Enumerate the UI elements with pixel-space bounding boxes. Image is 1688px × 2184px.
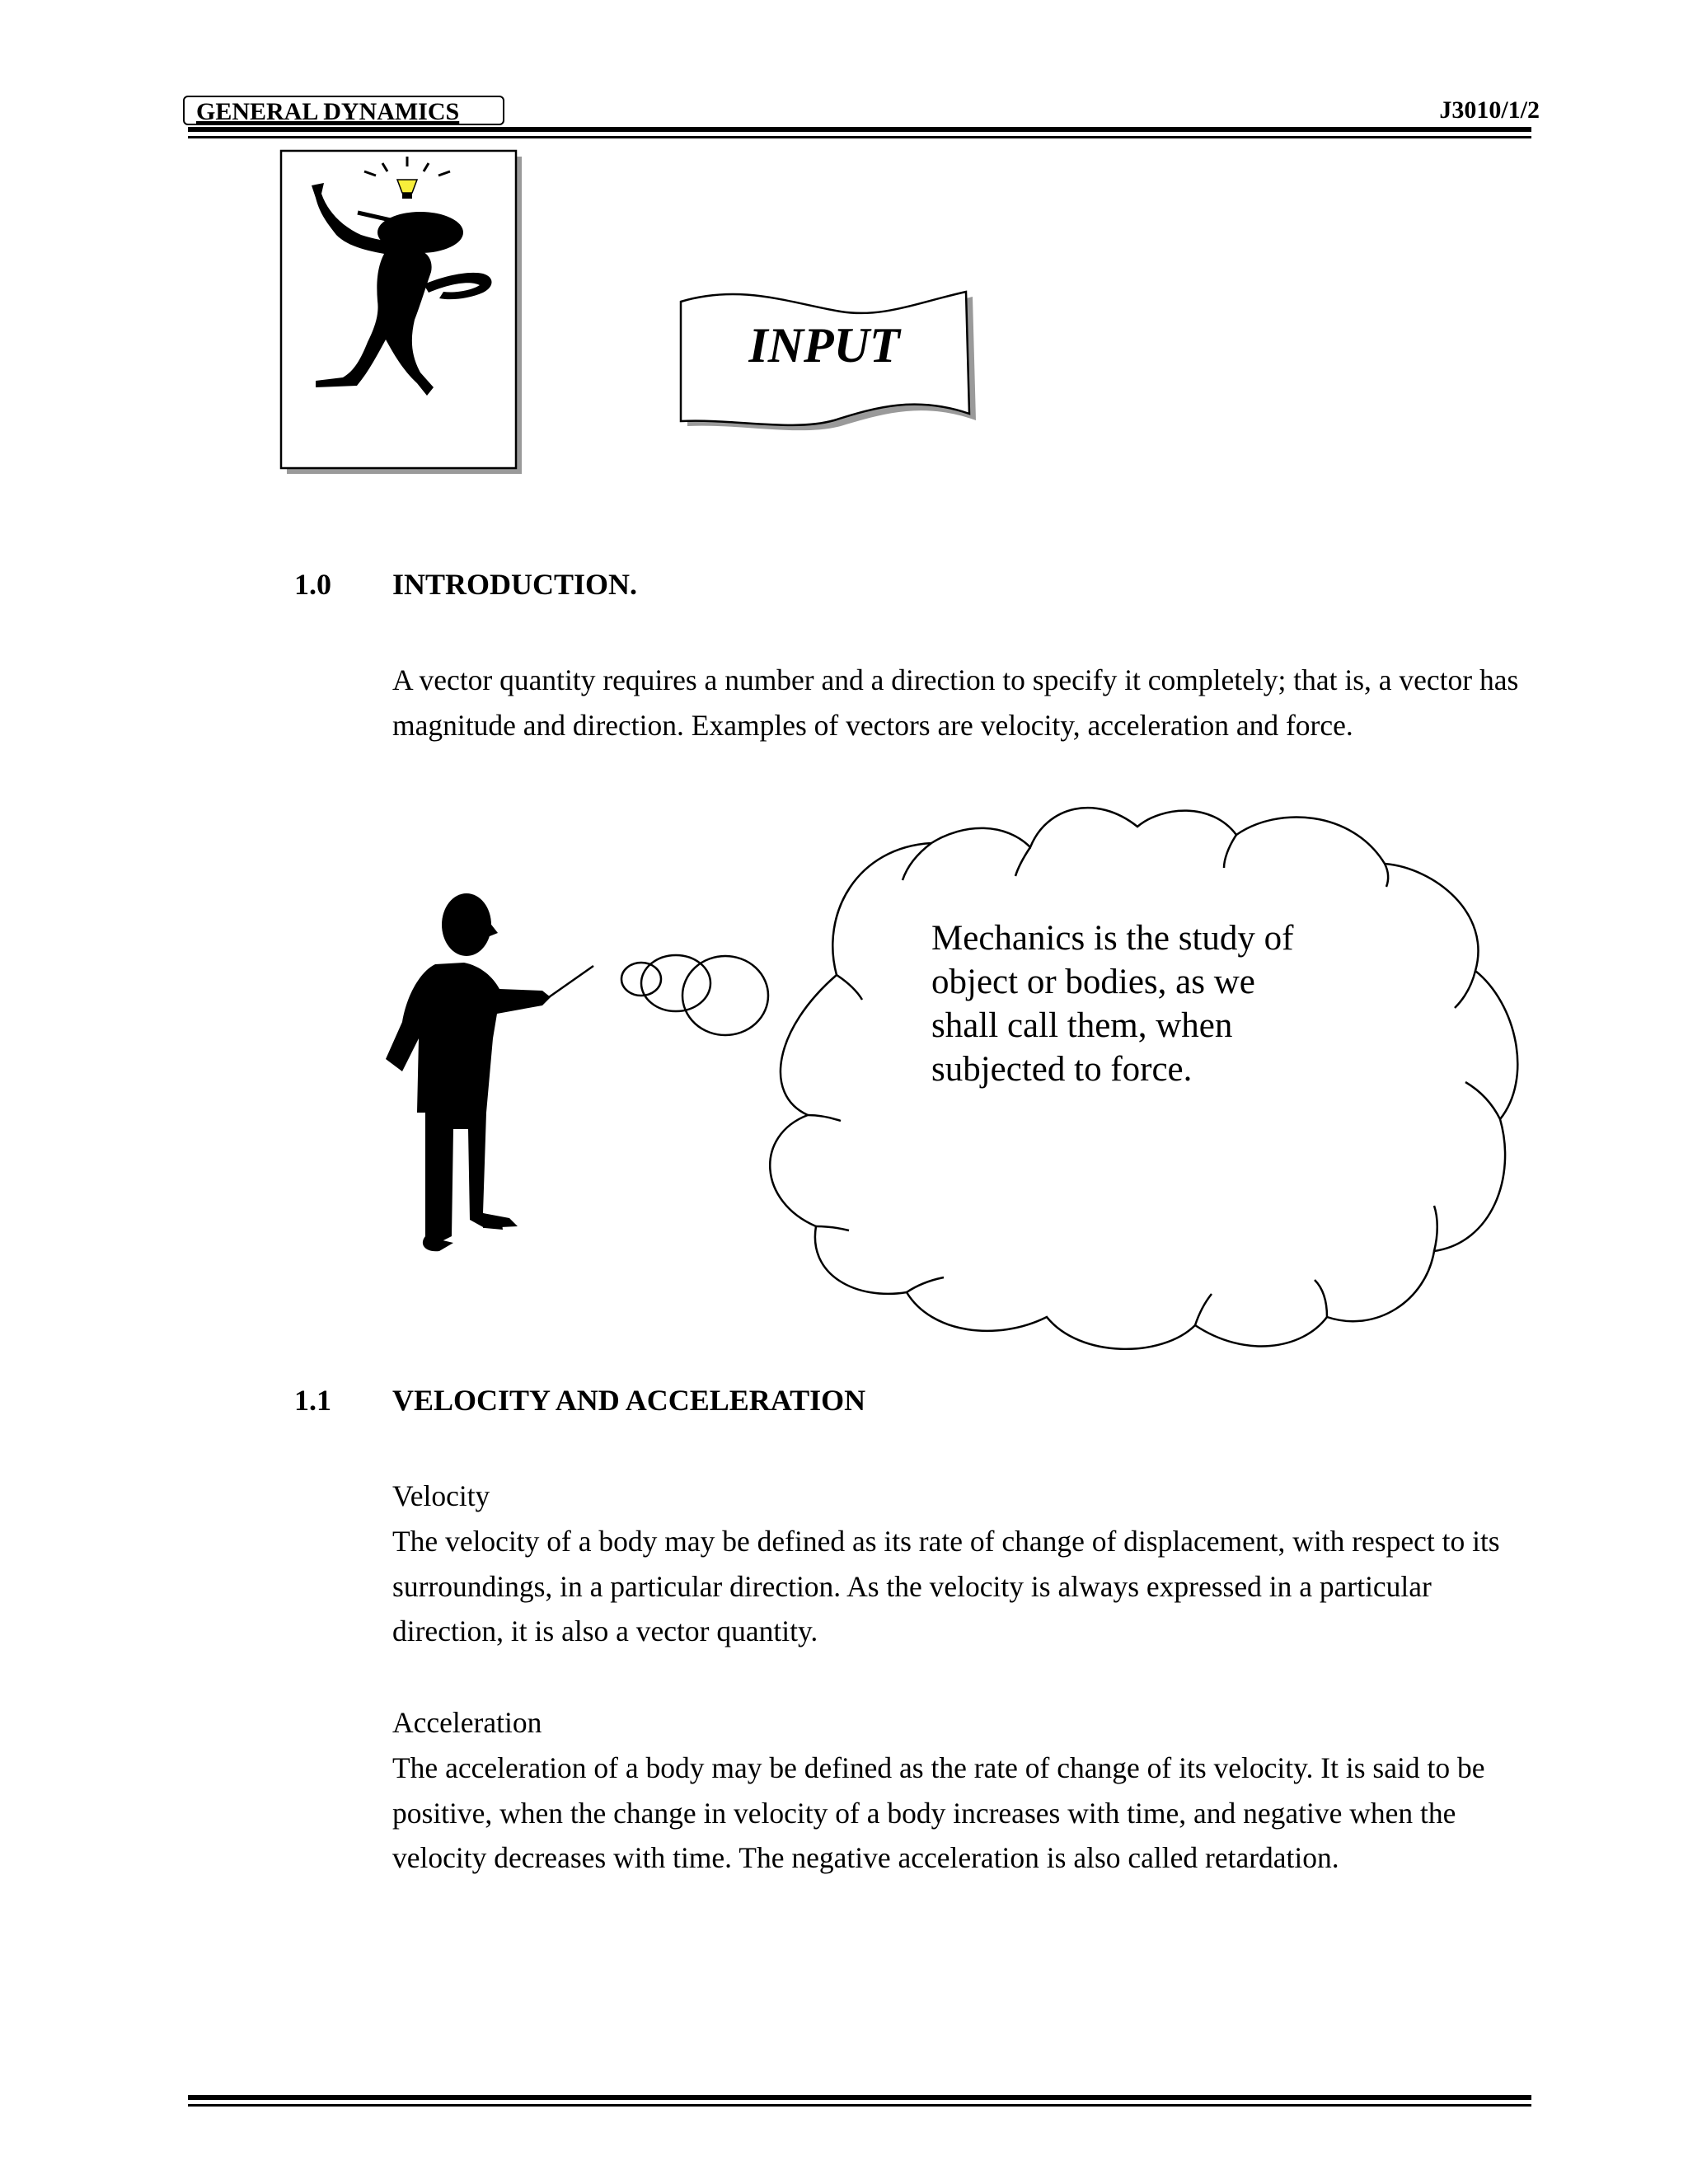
thinking-person-lightbulb-icon <box>279 148 526 478</box>
velocity-paragraph: The velocity of a body may be defined as its rate of change of displacement, with respect to its surroundings, in a particular direction. As the velocity is always expressed in a particular direction, it is also a vector quantity. <box>392 1525 1500 1647</box>
section-title-velocity-acceleration: VELOCITY AND ACCELERATION <box>392 1384 866 1417</box>
section-title-introduction: INTRODUCTION. <box>392 568 638 601</box>
page-code: J3010/1/2 <box>1439 96 1540 124</box>
header-rule-thick <box>188 127 1531 132</box>
velocity-heading: Velocity <box>392 1479 490 1512</box>
header-rule-thin <box>188 136 1531 138</box>
section-number-1-0: 1.0 <box>294 568 331 601</box>
input-label: INPUT <box>748 318 900 373</box>
header-title: GENERAL DYNAMICS <box>183 96 504 125</box>
thought-line-4: subjected to force. <box>931 1050 1193 1089</box>
thought-bubble-large <box>682 956 768 1035</box>
presenter-silhouette-icon <box>377 890 608 1253</box>
acceleration-paragraph: The acceleration of a body may be defined as the rate of change of its velocity. It is said to be positive, when the change in velocity of a body increases with time, and negative when the velocity decreases with time. The negative acceleration is also called retardation. <box>392 1751 1485 1874</box>
thought-bubble-text <box>931 916 1393 1091</box>
thought-line-1: Mechanics is the study of <box>931 919 1294 958</box>
footer-rule-thin <box>188 2104 1531 2107</box>
footer-rule-thick <box>188 2095 1531 2100</box>
acceleration-heading: Acceleration <box>392 1706 542 1739</box>
intro-paragraph: A vector quantity requires a number and a direction to specify it completely; that is, a vector has magnitude and direction. Examples of vectors are velocity, acceleration and force. <box>392 663 1519 742</box>
thought-line-3: shall call them, when <box>931 1006 1233 1045</box>
section-number-1-1: 1.1 <box>294 1384 331 1417</box>
thought-line-2: object or bodies, as we <box>931 963 1255 1001</box>
